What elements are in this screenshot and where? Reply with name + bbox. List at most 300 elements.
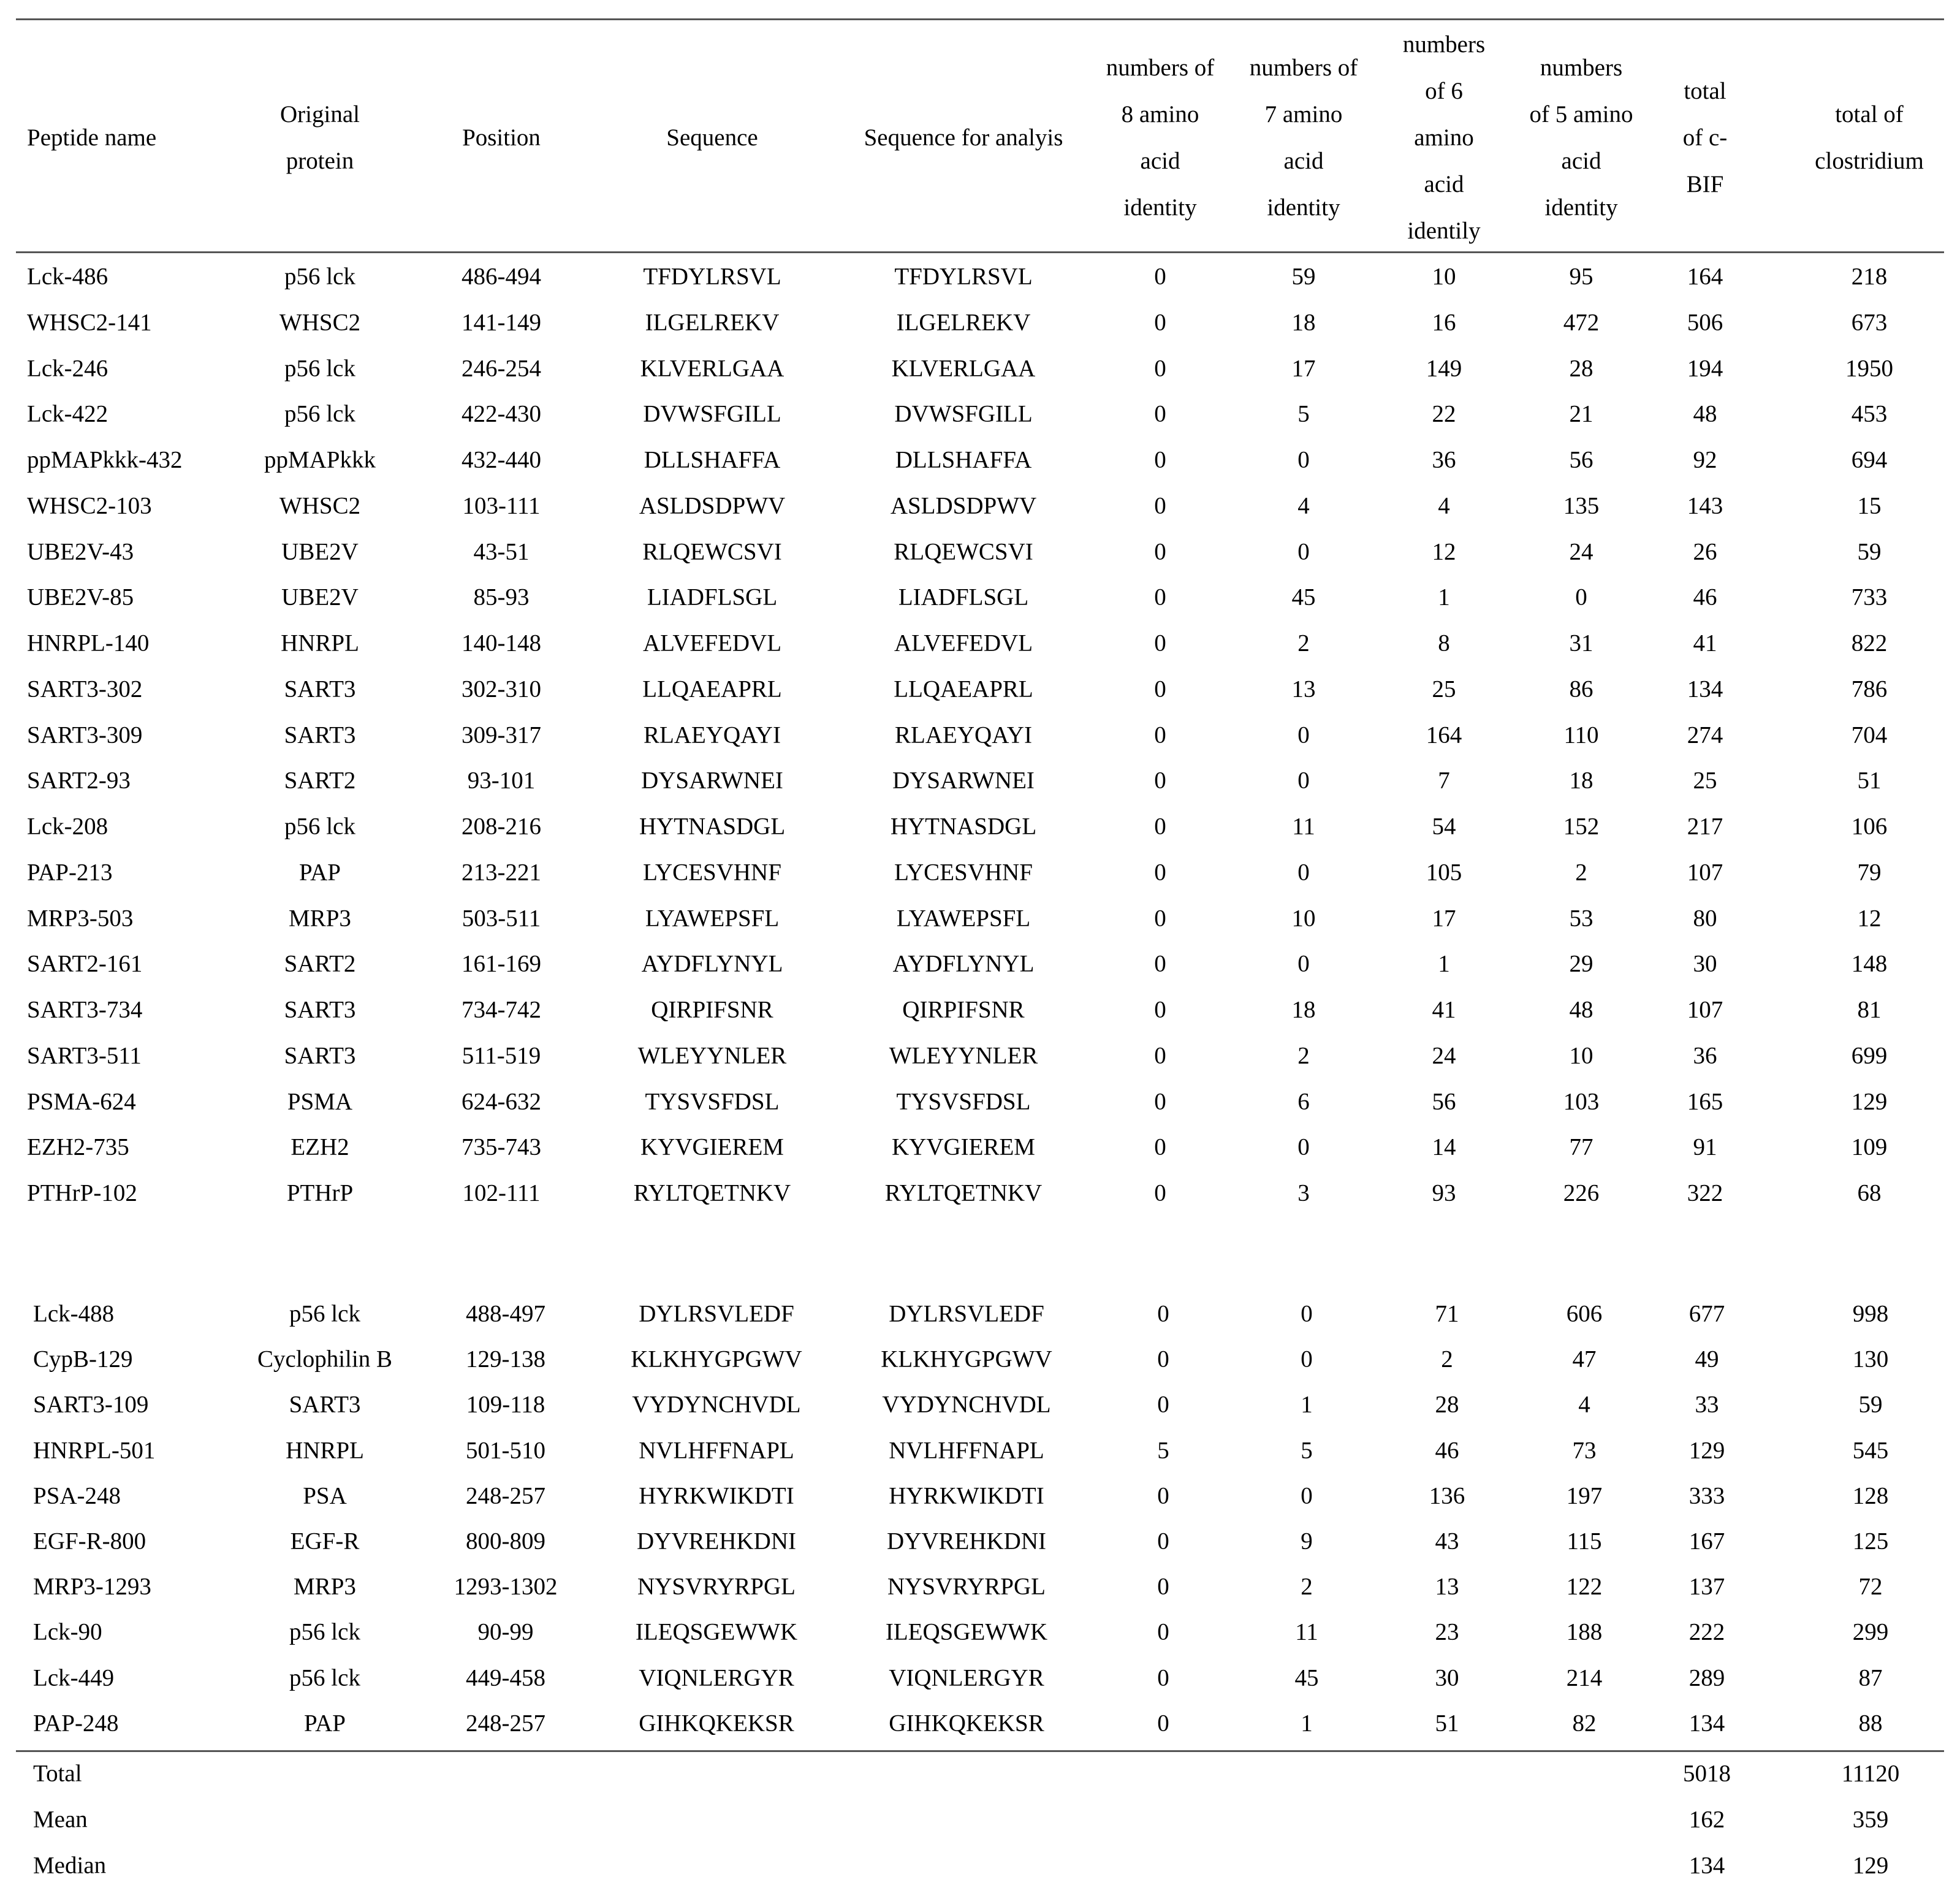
cell-sequence: GIHKQKEKSR <box>639 1710 794 1737</box>
cell-position: 735-743 <box>462 1133 541 1160</box>
cell-identity-5: 135 <box>1563 492 1600 519</box>
cell-sequence-for-analysis: QIRPIFSNR <box>902 996 1025 1023</box>
cell-peptide-name: Lck-422 <box>27 400 108 427</box>
cell-position: 501-510 <box>466 1437 545 1464</box>
cell-original-protein: SART3 <box>284 722 356 748</box>
cell-identity-7: 11 <box>1292 813 1315 840</box>
summary-label: Total <box>33 1760 82 1787</box>
cell-sequence: WLEYYNLER <box>637 1042 787 1069</box>
cell-identity-5: 31 <box>1569 630 1593 657</box>
cell-total-clostridium: 79 <box>1857 859 1882 886</box>
cell-peptide-name: MRP3-503 <box>27 905 134 931</box>
cell-identity-7: 1 <box>1301 1710 1313 1737</box>
cell-identity-8: 0 <box>1154 813 1166 840</box>
cell-identity-7: 0 <box>1297 1133 1310 1160</box>
cell-position: 248-257 <box>466 1710 545 1737</box>
cell-total-cbif: 26 <box>1693 538 1717 565</box>
cell-sequence-for-analysis: GIHKQKEKSR <box>889 1710 1044 1737</box>
cell-sequence: ILGELREKV <box>645 309 780 336</box>
cell-sequence: VYDYNCHVDL <box>632 1391 801 1418</box>
cell-total-clostridium: 87 <box>1858 1664 1883 1691</box>
cell-sequence-for-analysis: LYCESVHNF <box>894 859 1033 886</box>
cell-peptide-name: Lck-488 <box>33 1300 115 1327</box>
cell-identity-7: 0 <box>1297 950 1310 977</box>
cell-total-clostridium: 822 <box>1851 630 1888 657</box>
cell-total-cbif: 48 <box>1693 400 1717 427</box>
cell-total-clostridium: 12 <box>1857 905 1882 931</box>
cell-identity-8: 0 <box>1154 859 1166 886</box>
cell-total-clostridium: 128 <box>1852 1482 1889 1509</box>
cell-identity-6: 8 <box>1438 630 1450 657</box>
header-line: numbers of <box>1106 55 1215 81</box>
cell-sequence-for-analysis: VIQNLERGYR <box>889 1664 1044 1691</box>
header-line: of 5 amino <box>1529 101 1633 128</box>
cell-original-protein: WHSC2 <box>279 309 361 336</box>
cell-peptide-name: Lck-208 <box>27 813 108 840</box>
cell-identity-6: 54 <box>1432 813 1456 840</box>
cell-total-cbif: 164 <box>1687 263 1723 290</box>
cell-identity-5: 115 <box>1567 1528 1602 1555</box>
cell-position: 213-221 <box>462 859 541 886</box>
cell-identity-6: 22 <box>1432 400 1456 427</box>
cell-identity-6: 17 <box>1432 905 1456 931</box>
cell-original-protein: ppMAPkkk <box>264 446 376 473</box>
cell-original-protein: SART3 <box>284 996 356 1023</box>
cell-total-cbif: 289 <box>1688 1664 1725 1691</box>
cell-sequence-for-analysis: LLQAEAPRL <box>894 676 1033 703</box>
cell-original-protein: PSA <box>303 1482 347 1509</box>
cell-sequence: LLQAEAPRL <box>642 676 782 703</box>
cell-identity-5: 214 <box>1566 1664 1603 1691</box>
cell-identity-7: 3 <box>1297 1179 1310 1206</box>
cell-sequence: AYDFLYNYL <box>641 950 783 977</box>
cell-original-protein: EGF-R <box>290 1528 360 1555</box>
cell-total-clostridium: 72 <box>1858 1573 1883 1600</box>
cell-total-cbif: 222 <box>1688 1618 1725 1645</box>
cell-identity-8: 0 <box>1154 584 1166 611</box>
summary-total-cbif: 134 <box>1688 1852 1725 1879</box>
cell-identity-7: 45 <box>1291 584 1316 611</box>
cell-original-protein: p56 lck <box>284 813 355 840</box>
cell-sequence: HYRKWIKDTI <box>639 1482 794 1509</box>
cell-peptide-name: ppMAPkkk-432 <box>27 446 183 473</box>
cell-total-clostridium: 130 <box>1852 1346 1889 1373</box>
cell-identity-8: 0 <box>1154 1179 1166 1206</box>
cell-original-protein: HNRPL <box>281 630 359 657</box>
header-line: Peptide name <box>27 124 157 151</box>
cell-peptide-name: SART2-93 <box>27 767 131 794</box>
cell-identity-6: 2 <box>1441 1346 1453 1373</box>
cell-sequence-for-analysis: DLLSHAFFA <box>895 446 1032 473</box>
cell-identity-5: 24 <box>1569 538 1593 565</box>
cell-identity-7: 0 <box>1297 538 1310 565</box>
cell-sequence-for-analysis: ALVEFEDVL <box>894 630 1033 657</box>
cell-position: 503-511 <box>462 905 541 931</box>
cell-identity-6: 149 <box>1426 355 1462 381</box>
cell-total-clostridium: 699 <box>1851 1042 1888 1069</box>
cell-sequence: DVWSFGILL <box>643 400 781 427</box>
cell-sequence-for-analysis: RYLTQETNKV <box>884 1179 1043 1206</box>
cell-position: 734-742 <box>462 996 541 1023</box>
cell-original-protein: PAP <box>299 859 341 886</box>
cell-total-clostridium: 218 <box>1851 263 1888 290</box>
cell-identity-5: 226 <box>1563 1179 1600 1206</box>
cell-position: 432-440 <box>462 446 541 473</box>
cell-original-protein: MRP3 <box>289 905 351 931</box>
cell-total-clostridium: 786 <box>1851 676 1888 703</box>
cell-identity-7: 0 <box>1297 859 1310 886</box>
header-line: Sequence for analyis <box>864 124 1063 151</box>
cell-total-cbif: 30 <box>1693 950 1717 977</box>
cell-identity-7: 59 <box>1291 263 1316 290</box>
cell-peptide-name: UBE2V-85 <box>27 584 134 611</box>
cell-original-protein: UBE2V <box>281 584 359 611</box>
cell-sequence-for-analysis: DYSARWNEI <box>892 767 1035 794</box>
cell-sequence-for-analysis: NYSVRYRPGL <box>887 1573 1046 1600</box>
cell-total-cbif: 46 <box>1693 584 1717 611</box>
cell-total-cbif: 107 <box>1687 859 1723 886</box>
cell-identity-8: 0 <box>1154 676 1166 703</box>
cell-original-protein: p56 lck <box>289 1618 360 1645</box>
cell-sequence-for-analysis: KYVGIEREM <box>892 1133 1035 1160</box>
cell-peptide-name: PTHrP-102 <box>27 1179 137 1206</box>
cell-sequence-for-analysis: TFDYLRSVL <box>894 263 1033 290</box>
cell-identity-8: 0 <box>1154 1133 1166 1160</box>
cell-identity-5: 2 <box>1575 859 1587 886</box>
cell-position: 85-93 <box>473 584 530 611</box>
cell-original-protein: PAP <box>304 1710 346 1737</box>
cell-identity-8: 0 <box>1154 492 1166 519</box>
header-line: protein <box>286 148 354 174</box>
cell-identity-7: 6 <box>1297 1088 1310 1114</box>
cell-identity-8: 0 <box>1154 538 1166 565</box>
cell-sequence-for-analysis: RLAEYQAYI <box>895 722 1032 748</box>
cell-total-clostridium: 59 <box>1858 1391 1883 1418</box>
cell-original-protein: WHSC2 <box>279 492 361 519</box>
cell-total-cbif: 33 <box>1695 1391 1719 1418</box>
cell-peptide-name: SART3-511 <box>27 1042 142 1069</box>
cell-identity-6: 30 <box>1435 1664 1459 1691</box>
cell-sequence-for-analysis: AYDFLYNYL <box>892 950 1035 977</box>
cell-total-clostridium: 106 <box>1851 813 1888 840</box>
summary-total-cbif: 162 <box>1688 1806 1725 1833</box>
cell-identity-6: 164 <box>1426 722 1462 748</box>
cell-identity-5: 28 <box>1569 355 1593 381</box>
cell-total-cbif: 36 <box>1693 1042 1717 1069</box>
cell-total-clostridium: 704 <box>1851 722 1888 748</box>
header-line: identity <box>1123 194 1197 221</box>
cell-identity-6: 1 <box>1438 584 1450 611</box>
cell-position: 161-169 <box>462 950 541 977</box>
cell-sequence: HYTNASDGL <box>639 813 786 840</box>
cell-original-protein: SART3 <box>284 1042 356 1069</box>
cell-identity-5: 56 <box>1569 446 1593 473</box>
cell-identity-5: 86 <box>1569 676 1593 703</box>
header-line: 7 amino <box>1264 101 1343 128</box>
cell-identity-6: 43 <box>1435 1528 1459 1555</box>
cell-peptide-name: SART2-161 <box>27 950 143 977</box>
cell-original-protein: HNRPL <box>286 1437 364 1464</box>
cell-identity-5: 4 <box>1578 1391 1590 1418</box>
top-rule <box>16 18 1944 20</box>
cell-position: 800-809 <box>466 1528 545 1555</box>
header-line: identily <box>1407 218 1481 244</box>
cell-identity-8: 0 <box>1154 722 1166 748</box>
cell-position: 486-494 <box>462 263 541 290</box>
cell-peptide-name: SART3-309 <box>27 722 143 748</box>
header-line: BIF <box>1686 171 1724 197</box>
cell-peptide-name: Lck-90 <box>33 1618 102 1645</box>
cell-identity-6: 16 <box>1432 309 1456 336</box>
cell-identity-7: 5 <box>1301 1437 1313 1464</box>
cell-sequence: DLLSHAFFA <box>644 446 781 473</box>
cell-sequence: KYVGIEREM <box>640 1133 784 1160</box>
cell-sequence-for-analysis: ILGELREKV <box>896 309 1031 336</box>
cell-identity-5: 152 <box>1563 813 1600 840</box>
cell-identity-7: 0 <box>1297 722 1310 748</box>
header-rule <box>16 251 1944 253</box>
cell-position: 309-317 <box>462 722 541 748</box>
cell-identity-8: 0 <box>1157 1710 1169 1737</box>
cell-identity-8: 0 <box>1157 1482 1169 1509</box>
cell-peptide-name: SART3-302 <box>27 676 143 703</box>
cell-total-clostridium: 59 <box>1857 538 1882 565</box>
cell-identity-7: 18 <box>1291 996 1316 1023</box>
cell-peptide-name: EZH2-735 <box>27 1133 129 1160</box>
cell-position: 43-51 <box>473 538 530 565</box>
cell-identity-8: 0 <box>1154 905 1166 931</box>
cell-identity-5: 21 <box>1569 400 1593 427</box>
cell-original-protein: p56 lck <box>289 1300 360 1327</box>
cell-sequence: ILEQSGEWWK <box>635 1618 798 1645</box>
cell-total-cbif: 134 <box>1688 1710 1725 1737</box>
cell-sequence-for-analysis: VYDYNCHVDL <box>882 1391 1051 1418</box>
cell-sequence-for-analysis: RLQEWCSVI <box>894 538 1033 565</box>
cell-identity-5: 29 <box>1569 950 1593 977</box>
cell-original-protein: Cyclophilin B <box>257 1346 392 1373</box>
cell-identity-6: 25 <box>1432 676 1456 703</box>
cell-identity-7: 9 <box>1301 1528 1313 1555</box>
cell-identity-7: 11 <box>1295 1618 1318 1645</box>
cell-sequence: RLAEYQAYI <box>644 722 781 748</box>
header-line: acid <box>1424 171 1464 197</box>
cell-sequence: RYLTQETNKV <box>633 1179 791 1206</box>
cell-identity-5: 95 <box>1569 263 1593 290</box>
cell-identity-7: 0 <box>1301 1482 1313 1509</box>
cell-total-clostridium: 81 <box>1857 996 1882 1023</box>
cell-sequence: TFDYLRSVL <box>643 263 781 290</box>
summary-total-clostridium: 359 <box>1852 1806 1889 1833</box>
cell-identity-8: 0 <box>1154 1042 1166 1069</box>
cell-total-cbif: 194 <box>1687 355 1723 381</box>
cell-identity-6: 136 <box>1429 1482 1465 1509</box>
cell-identity-8: 0 <box>1154 355 1166 381</box>
cell-total-cbif: 677 <box>1688 1300 1725 1327</box>
cell-peptide-name: CypB-129 <box>33 1346 133 1373</box>
cell-identity-8: 0 <box>1154 446 1166 473</box>
cell-original-protein: MRP3 <box>294 1573 356 1600</box>
cell-total-clostridium: 129 <box>1851 1088 1888 1114</box>
cell-position: 93-101 <box>467 767 536 794</box>
cell-identity-6: 36 <box>1432 446 1456 473</box>
summary-label: Mean <box>33 1806 88 1833</box>
cell-total-clostridium: 68 <box>1857 1179 1882 1206</box>
cell-identity-6: 10 <box>1432 263 1456 290</box>
cell-identity-5: 47 <box>1572 1346 1597 1373</box>
cell-peptide-name: EGF-R-800 <box>33 1528 146 1555</box>
cell-original-protein: PTHrP <box>286 1179 354 1206</box>
cell-identity-6: 12 <box>1432 538 1456 565</box>
cell-total-cbif: 322 <box>1687 1179 1723 1206</box>
cell-total-cbif: 165 <box>1687 1088 1723 1114</box>
cell-identity-8: 0 <box>1154 950 1166 977</box>
header-line: identity <box>1267 194 1340 221</box>
cell-identity-6: 51 <box>1435 1710 1459 1737</box>
cell-peptide-name: SART3-109 <box>33 1391 149 1418</box>
cell-identity-7: 10 <box>1291 905 1316 931</box>
cell-identity-6: 1 <box>1438 950 1450 977</box>
cell-total-clostridium: 545 <box>1852 1437 1889 1464</box>
header-line: numbers <box>1540 55 1623 81</box>
header-total-clostridium <box>1685 91 1960 185</box>
header-line: acid <box>1561 148 1601 174</box>
cell-identity-6: 46 <box>1435 1437 1459 1464</box>
cell-total-cbif: 143 <box>1687 492 1723 519</box>
cell-sequence-for-analysis: WLEYYNLER <box>889 1042 1038 1069</box>
cell-identity-8: 0 <box>1154 1088 1166 1114</box>
cell-identity-5: 197 <box>1566 1482 1603 1509</box>
cell-peptide-name: PAP-213 <box>27 859 113 886</box>
cell-original-protein: p56 lck <box>284 355 355 381</box>
cell-position: 449-458 <box>466 1664 545 1691</box>
header-line: numbers <box>1402 31 1486 58</box>
cell-identity-5: 103 <box>1563 1088 1600 1114</box>
cell-identity-7: 5 <box>1297 400 1310 427</box>
cell-identity-6: 28 <box>1435 1391 1459 1418</box>
cell-total-clostridium: 694 <box>1851 446 1888 473</box>
summary-total-cbif: 5018 <box>1683 1760 1731 1787</box>
cell-identity-8: 0 <box>1157 1618 1169 1645</box>
summary-total-clostridium: 129 <box>1852 1852 1889 1879</box>
cell-sequence: LIADFLSGL <box>647 584 778 611</box>
cell-identity-5: 0 <box>1575 584 1587 611</box>
cell-identity-5: 472 <box>1563 309 1600 336</box>
cell-identity-8: 0 <box>1154 996 1166 1023</box>
header-line: of c- <box>1682 124 1728 151</box>
cell-identity-6: 4 <box>1438 492 1450 519</box>
cell-identity-7: 18 <box>1291 309 1316 336</box>
cell-identity-7: 0 <box>1297 446 1310 473</box>
cell-total-cbif: 80 <box>1693 905 1717 931</box>
summary-total-clostridium: 11120 <box>1841 1760 1900 1787</box>
header-line: clostridium <box>1815 148 1924 174</box>
cell-identity-8: 5 <box>1157 1437 1169 1464</box>
cell-identity-6: 71 <box>1435 1300 1459 1327</box>
cell-original-protein: SART3 <box>289 1391 361 1418</box>
cell-position: 140-148 <box>462 630 541 657</box>
cell-identity-6: 93 <box>1432 1179 1456 1206</box>
cell-identity-5: 48 <box>1569 996 1593 1023</box>
cell-identity-7: 1 <box>1301 1391 1313 1418</box>
cell-total-cbif: 91 <box>1693 1133 1717 1160</box>
cell-total-cbif: 167 <box>1688 1528 1725 1555</box>
cell-original-protein: UBE2V <box>281 538 359 565</box>
cell-peptide-name: WHSC2-141 <box>27 309 152 336</box>
cell-identity-6: 24 <box>1432 1042 1456 1069</box>
cell-total-cbif: 217 <box>1687 813 1723 840</box>
cell-identity-7: 0 <box>1301 1300 1313 1327</box>
cell-total-cbif: 92 <box>1693 446 1717 473</box>
cell-sequence: NYSVRYRPGL <box>637 1573 796 1600</box>
cell-total-clostridium: 673 <box>1851 309 1888 336</box>
cell-identity-8: 0 <box>1157 1528 1169 1555</box>
cell-position: 109-118 <box>466 1391 545 1418</box>
cell-identity-5: 53 <box>1569 905 1593 931</box>
cell-identity-8: 0 <box>1154 309 1166 336</box>
cell-identity-6: 105 <box>1426 859 1462 886</box>
cell-total-cbif: 129 <box>1688 1437 1725 1464</box>
cell-total-cbif: 25 <box>1693 767 1717 794</box>
cell-total-clostridium: 125 <box>1852 1528 1889 1555</box>
cell-identity-8: 0 <box>1154 630 1166 657</box>
cell-position: 511-519 <box>462 1042 541 1069</box>
cell-identity-7: 4 <box>1297 492 1310 519</box>
cell-peptide-name: Lck-449 <box>33 1664 115 1691</box>
cell-sequence: VIQNLERGYR <box>639 1664 794 1691</box>
cell-total-cbif: 274 <box>1687 722 1723 748</box>
cell-identity-5: 188 <box>1566 1618 1603 1645</box>
cell-total-clostridium: 453 <box>1851 400 1888 427</box>
cell-total-cbif: 41 <box>1693 630 1717 657</box>
header-line: identity <box>1544 194 1618 221</box>
cell-original-protein: SART3 <box>284 676 356 703</box>
cell-sequence-for-analysis: DVWSFGILL <box>894 400 1033 427</box>
cell-total-cbif: 506 <box>1687 309 1723 336</box>
cell-sequence: QIRPIFSNR <box>651 996 773 1023</box>
cell-sequence-for-analysis: DYLRSVLEDF <box>889 1300 1044 1327</box>
header-line: Sequence <box>666 124 758 151</box>
cell-sequence: NVLHFFNAPL <box>639 1437 794 1464</box>
cell-identity-8: 0 <box>1157 1573 1169 1600</box>
cell-identity-5: 18 <box>1569 767 1593 794</box>
cell-total-clostridium: 299 <box>1852 1618 1889 1645</box>
cell-sequence: KLVERLGAA <box>640 355 784 381</box>
cell-identity-8: 0 <box>1154 767 1166 794</box>
summary-rule <box>16 1750 1944 1752</box>
cell-identity-7: 2 <box>1297 630 1310 657</box>
cell-position: 624-632 <box>462 1088 541 1114</box>
cell-identity-6: 7 <box>1438 767 1450 794</box>
cell-sequence: RLQEWCSVI <box>642 538 782 565</box>
cell-peptide-name: UBE2V-43 <box>27 538 134 565</box>
cell-total-cbif: 333 <box>1688 1482 1725 1509</box>
cell-identity-6: 56 <box>1432 1088 1456 1114</box>
header-line: numbers of <box>1249 55 1358 81</box>
cell-peptide-name: PSMA-624 <box>27 1088 136 1114</box>
cell-sequence: LYAWEPSFL <box>645 905 780 931</box>
cell-peptide-name: HNRPL-140 <box>27 630 150 657</box>
cell-identity-7: 2 <box>1301 1573 1313 1600</box>
header-line: 8 amino <box>1121 101 1199 128</box>
cell-sequence-for-analysis: NVLHFFNAPL <box>889 1437 1044 1464</box>
cell-total-cbif: 107 <box>1687 996 1723 1023</box>
cell-identity-7: 13 <box>1291 676 1316 703</box>
cell-sequence-for-analysis: KLVERLGAA <box>891 355 1036 381</box>
cell-sequence: DYVREHKDNI <box>637 1528 796 1555</box>
cell-original-protein: EZH2 <box>291 1133 349 1160</box>
cell-peptide-name: SART3-734 <box>27 996 143 1023</box>
cell-sequence-for-analysis: ILEQSGEWWK <box>885 1618 1048 1645</box>
